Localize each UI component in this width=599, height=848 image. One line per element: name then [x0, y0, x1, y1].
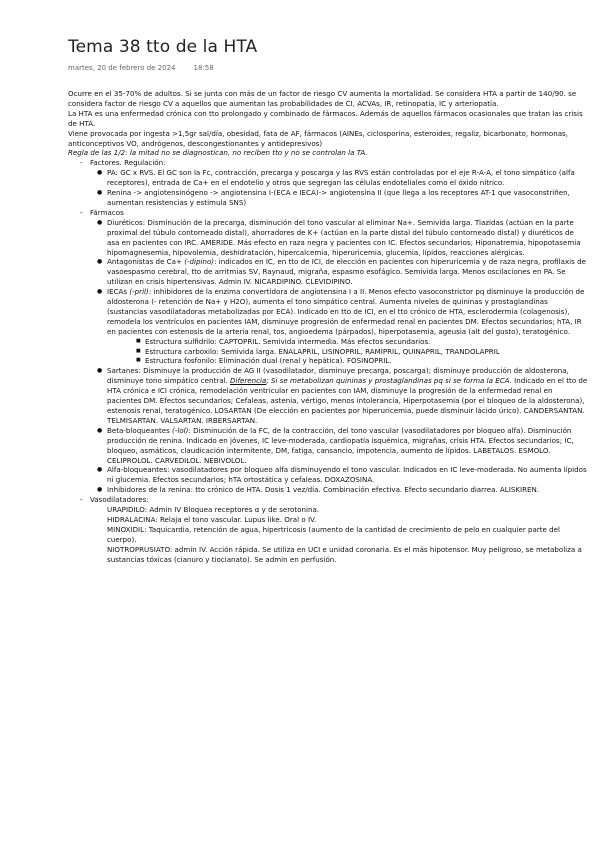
list-item-iecas: ● IECAs (-pril): inhibidores de la enzima convertidora de angiotensina I a II. Menos efecto vasoconstrictor pq disminuye la producción de aldosterona (- retención de Na+ y H2O), aumenta el tono simpático central. Aumenta niveles de quininas y prostaglandinas (sustancias vasodilatadoras metabolizadas por ECA). Indicado en tto de ICI, en el tto crónico de HTA, esclerodermia (colagenosis), remodela los ventrículos en pacientes IAM, disminuye progresión de enfermedad renal en pacientes DM. Efectos secundarios; hTA, IR en pacientes con estenosis de la arteria renal, tos, angioedema (párpados), hiperpotasemia, ageusia (alt del gusto), teratogénico. [97, 287, 585, 336]
list-item-sartanes: ● Sartanes: Disminuye la producción de AG II (vasodilatador, disminuye precarga, poscarga); disminuye producción de aldosterona, disminuye tono simpático central. Diferencia; Si se metabolizan quininas y prostaglandinas pq si se forma la ECA. Indicado en el tto de HTA crónica e ICI crónica, remodelación ventricular en pacientes con IAM, disminuye la progresión de la enfermedad renal en pacientes DM. Efectos secundarios; Cefaleas, astenia, vértigo, menos intolerancia, Hiperpotasemia (por el bloqueo de la aldosterona), estenosis renal, teratogénico. LOSARTAN (De elección en pacientes por hiperuricemia, puede disminuir lácido úrico). CANDERSANTAN. TELMISARTAN. VALSARTAN. IRBERSARTAN. [97, 366, 588, 425]
list-item-beta-bloqueantes: ● Beta-bloqueantes (-lol): Disminución de la FC, de la contracción, del tono vascular (vasodilatadores por bloqueo alfa). Disminución producción de renina. Indicado en jóvenes, IC leve-moderada, cardiopatía isquémica, migrañas, crisis HTA. Efectos secundarios; IC, bloqueo, asmáticos, claudicación intermitente, DM, fatiga, cansancio, impotencia, aumento de lípidos. LABETALOS. ESMOLO. CELIPROLOL. CARVEDILOL. NEBIVOLOL. [97, 425, 574, 465]
bullet-dot: ● [97, 367, 103, 375]
list-item: ■ Estructura sulfidrilo: CAPTOPRIL. Semivida intermedia. Más efectos secundarios. [136, 336, 431, 346]
bullet-dot: ● [97, 258, 103, 266]
section-farmacos [68, 208, 588, 218]
list-item: ■ Estructura fosfonilo: Eliminación dual (renal y hepática). FOSINOPRIL. [136, 356, 392, 366]
list-item-alfa-bloqueantes: ● Alfa-bloqueantes: vasodilatadores por bloqueo alfa disminuyendo el tono vascular. Indicados en IC leve-moderada. No aumenta lípidos ni glucemia. Efectos secundarios; hTA ortostática y cefaleas. DOXAZOSINA. [97, 465, 587, 485]
note-time: 18:58 [193, 64, 214, 72]
intro-paragraph: La HTA es una enfermedad crónica con tto prolongado y combinado de fármacos. Además de aquellos fármacos ocasionales que tratan las crisis de HTA. [68, 108, 583, 128]
section-label: Vasodilatadores: [90, 495, 149, 505]
dash-bullet: - [80, 207, 83, 217]
vaso-line: URAPIDILO: Admin IV Bloquea receptores α y de serotonina. [107, 505, 320, 515]
factores-list [68, 168, 588, 208]
note-body [68, 89, 588, 565]
bullet-dot: ● [97, 426, 103, 434]
section-label: Factores. Regulación: [90, 158, 166, 168]
bullet-square: ■ [136, 337, 141, 344]
list-item-diureticos: ● Diuréticos: Disminución de la precarga, disminución del tono vascular al eliminar Na+. Semivida larga. Tiazidas (actúan en la parte proximal del túbulo contorneado distal), ahorradores de K+ (actúan en la parte distal del túbulo contorneado distal) y diuréticos de asa en pacientes con IRC. AMERIDE. Más efecto en raza negra y pacientes con IC. Efectos secundarios; Hiponatremia, hipopotasemia hipomagnesemia, hipovolemia, deshidratación, hipercalcemia, hiperuricemia, glucemia, lípidos, reacciones alérgicas. [97, 217, 581, 257]
vaso-line: HIDRALACINA: Relaja el tono vascular. Lupus like. Oral o IV. [107, 514, 317, 524]
list-item: ● PA: GC x RVS. El GC son la Fc, contracción, precarga y poscarga y las RVS están controladas por el eje R-A-A, el tono simpático (alfa receptores), entrada de Ca+ en el endotelio y otros que segregan las células endoteliales como el óxido nítrico. [97, 168, 575, 188]
estructuras-list [68, 337, 588, 367]
farmacos-list [68, 218, 588, 337]
bullet-dot: ● [97, 218, 103, 226]
dash-bullet: - [80, 158, 83, 168]
list-item-inhibidores-renina: ● Inhibidores de la renina: tto crónico de HTA. Dosis 1 vez/día. Combinación efectiva. Efecto secundario diarrea. ALISKIREN. [97, 485, 540, 495]
list-item: ■ Estructura carboxilo: Semivida larga. ENALAPRIL, LISINOPRIL, RAMIPRIL, QUINAPRIL, TRANDOLAPRIL [136, 346, 500, 356]
page-title: Tema 38 tto de la HTA [68, 37, 258, 57]
outline-list [68, 158, 588, 168]
dash-bullet: - [80, 495, 83, 505]
rule-of-halves: Regla de las 1/2: la mitad no se diagnostican, no reciben tto y no se controlan la TA. [68, 148, 368, 158]
vaso-line: MINOXIDIL: Taquicardia, retención de agua, hipertricosis (aumento de la cantidad de crecimiento de pelo en cualquier parte del cuerpo). [107, 524, 561, 544]
vaso-line: NIOTROPRUSIATO: admin IV. Acción rápida. Se utiliza en UCI e unidad coronaria. Es el más hipotensor. Muy peligroso, se metaboliza a sustancias tóxicas (cianuro y tiocianato). Se admin en perfusión. [107, 544, 582, 564]
outline-list [68, 495, 588, 505]
bullet-dot: ● [97, 189, 103, 197]
list-item-antagonistas-ca: ● Antagonistas de Ca+ (-dipino): indicados en IC, en tto de ICI, de elección en pacientes con hiperuricemia y de raza negra, profilaxis de vasoespasmo cerebral, tto de arritmias SV, Raynaud, migraña, espasmo esofágico. Semivida larga. Menos oscilaciones en PA. Se utilizan en crisis hipertensivas. Admin IV. NICARDIPINO. CLEVIDIPINO. [97, 257, 586, 287]
intro-paragraph: Ocurre en el 35-70% de adultos. Si se junta con más de un factor de riesgo CV aumenta la mortalidad. Se considera HTA a partir de 140/90. se considera factor de riesgo CV a aquellos que aumentan las probabilidades de CI, ACVAs, IR, retinopatía, IC y arteriopatía. [68, 89, 577, 108]
bullet-dot: ● [97, 288, 103, 296]
farmacos-list-cont [68, 366, 588, 495]
list-item: ● Renina -> angiotensinógeno -> angiotensina I-(ECA e IECA)-> angiotensina II (que llega a los receptores AT-1 que vasoconstriñen, aumentan resistencias y estimula SNS) [97, 188, 570, 207]
bullet-square: ■ [136, 347, 141, 354]
note-timestamp [68, 64, 214, 72]
note-date: martes, 20 de febrero de 2024 [68, 64, 176, 72]
intro-paragraph: Viene provocada por ingesta >1,5gr sal/día, obesidad, fata de AF, fármacos (AINEs, ciclosporina, esteroides, regaliz, bicarbonato, hormonas, anticonceptivos VO, andrógenos, descongestionantes y antidepresivos) [68, 128, 569, 148]
section-label: Fármacos [90, 207, 124, 217]
bullet-dot: ● [97, 169, 103, 177]
bullet-dot: ● [97, 466, 103, 474]
bullet-dot: ● [97, 486, 103, 494]
section-factores [68, 158, 588, 168]
bullet-square: ■ [136, 357, 141, 364]
outline-list [68, 208, 588, 218]
section-vasodilatadores [68, 495, 588, 505]
vasodilatadores-block [68, 505, 588, 564]
